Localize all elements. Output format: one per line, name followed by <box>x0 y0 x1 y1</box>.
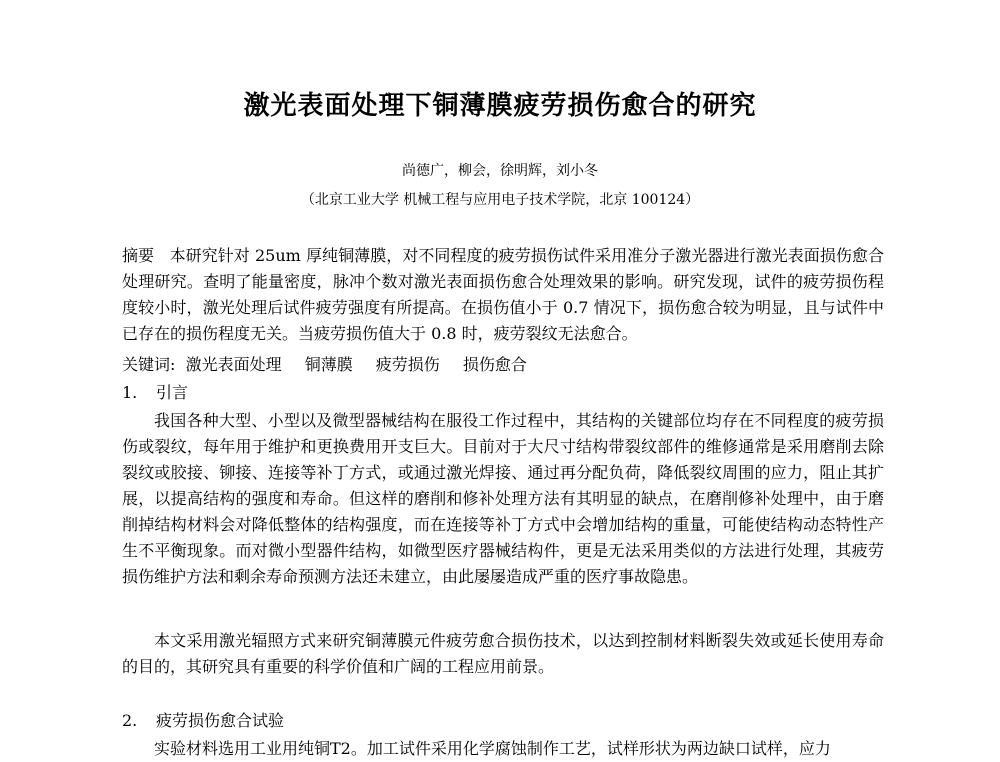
abstract-label: 摘要 <box>122 246 155 265</box>
keyword-item: 激光表面处理 <box>185 355 282 374</box>
keyword-item: 疲劳损伤 <box>375 355 440 374</box>
keyword-item: 铜薄膜 <box>304 355 353 374</box>
keyword-item: 损伤愈合 <box>462 355 527 374</box>
section-title: 疲劳损伤愈合试验 <box>156 711 285 730</box>
section-heading <box>122 708 884 734</box>
body-paragraph: 本文采用激光辐照方式来研究铜薄膜元件疲劳愈合损伤技术，以达到控制材料断裂失效或延长使用寿命的目的，其研究具有重要的科学价值和广阔的工程应用前景。 <box>122 631 884 676</box>
body-paragraph: 我国各种大型、小型以及微型器械结构在服役工作过程中，其结构的关键部位均存在不同程度的疲劳损伤或裂纹，每年用于维护和更换费用开支巨大。目前对于大尺寸结构带裂纹部件的维修通常是采用磨削去除裂纹或胶接、铆接、连接等补丁方式，或通过激光焊接、通过再分配负荷，降低裂纹周围的应力，阻止其扩展，以提高结构的强度和寿命。但这样的磨削和修补处理方法有其明显的缺点，在磨削修补处理中，由于磨削掉结构材料会对降低整体的结构强度，而在连接等补丁方式中会增加结构的重量，可能使结构动态特性产生不平衡现象。而对微小型器件结构，如微型医疗器械结构件，更是无法采用类似的方法进行处理，其疲劳损伤维护方法和剩余寿命预测方法还未建立，由此屡屡造成严重的医疗事故隐患。 <box>122 411 884 586</box>
abstract <box>122 243 884 347</box>
body-paragraph: 实验材料选用工业用纯铜T2。加工试件采用化学腐蚀制作工艺，试样形状为两边缺口试样，应力 <box>154 739 831 758</box>
author-list: 尚德广，柳会，徐明辉，刘小冬 <box>402 163 598 179</box>
author-affiliation: （北京工业大学 机械工程与应用电子技术学院，北京 100124） <box>300 192 700 208</box>
section-heading <box>122 380 884 406</box>
paper-title: 激光表面处理下铜薄膜疲劳损伤愈合的研究 <box>243 91 757 121</box>
abstract-text: 本研究针对 25um 厚纯铜薄膜，对不同程度的疲劳损伤试件采用准分子激光器进行激光表面损伤愈合处理研究。查明了能量密度，脉冲个数对激光表面损伤愈合处理效果的影响。研究发现，试件的疲劳损伤程度较小时，激光处理后试件疲劳强度有所提高。在损伤值小于 0.7 情况下，损伤愈合较为明显，且与试件中已存在的损伤程度无关。当疲劳损伤值大于 0.8 时，疲劳裂纹无法愈合。 <box>122 246 884 343</box>
section-number: 1. <box>122 383 138 402</box>
keywords-label: 关键词: <box>122 355 176 374</box>
keywords <box>122 352 884 378</box>
section-title: 引言 <box>156 383 189 402</box>
section-number: 2. <box>122 711 138 730</box>
